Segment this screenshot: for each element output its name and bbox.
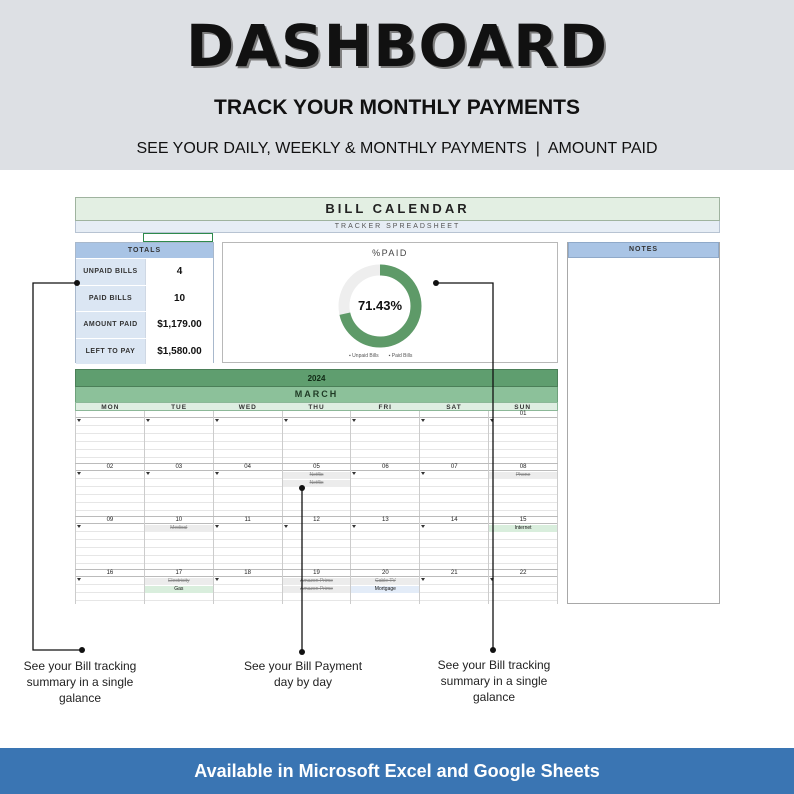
calendar-week-row	[75, 517, 558, 570]
day-number: 14	[420, 517, 488, 524]
totals-label: PAID BILLS	[76, 286, 145, 312]
calendar	[75, 369, 558, 604]
totals-row-left-to-pay	[76, 338, 213, 365]
dropdown-marker-icon	[215, 472, 219, 475]
legend-label: Paid Bills	[391, 353, 413, 359]
bill-entry[interactable]: Cable TV	[351, 578, 419, 585]
calendar-day-cell[interactable]	[283, 411, 352, 463]
day-of-week-label: TUE	[171, 404, 188, 411]
calendar-weeks	[75, 411, 558, 604]
hero-subtitle: TRACK YOUR MONTHLY PAYMENTS	[214, 96, 580, 119]
calendar-day-cell[interactable]	[420, 570, 489, 604]
calendar-day-cell[interactable]	[420, 464, 489, 516]
dropdown-marker-icon	[490, 578, 494, 581]
dropdown-marker-icon	[352, 525, 356, 528]
callout-line: day by day	[273, 675, 333, 689]
dropdown-marker-icon	[352, 472, 356, 475]
day-number: 21	[420, 570, 488, 577]
dropdown-marker-icon	[421, 578, 425, 581]
day-number: 16	[76, 570, 144, 577]
totals-value[interactable]: $1,580.00	[145, 339, 213, 365]
day-number	[214, 411, 282, 418]
calendar-day-cell[interactable]	[214, 517, 283, 569]
calendar-day-cell[interactable]	[489, 464, 558, 516]
day-of-week-label: THU	[308, 404, 325, 411]
day-number: 20	[351, 570, 419, 577]
day-number: 01	[489, 411, 557, 418]
calendar-week-row	[75, 570, 558, 604]
callout-line: See your Bill tracking	[437, 658, 551, 672]
calendar-day-cell[interactable]	[214, 464, 283, 516]
chart-title: %PAID	[372, 248, 408, 258]
calendar-month: MARCH	[75, 387, 558, 402]
day-number: 13	[351, 517, 419, 524]
callout-summary-left	[14, 658, 146, 706]
calendar-day-cell[interactable]	[214, 570, 283, 604]
bill-entry[interactable]: Medical	[145, 525, 213, 532]
dropdown-marker-icon	[215, 419, 219, 422]
legend-item-paid: ▪ Paid Bills	[388, 353, 413, 359]
day-number: 12	[283, 517, 351, 524]
dropdown-marker-icon	[352, 419, 356, 422]
dropdown-marker-icon	[490, 419, 494, 422]
calendar-day-cell[interactable]	[351, 517, 420, 569]
day-number: 07	[420, 464, 488, 471]
notes-panel[interactable]	[567, 242, 720, 604]
dropdown-marker-icon	[146, 472, 150, 475]
calendar-day-cell[interactable]	[145, 517, 214, 569]
day-number: 06	[351, 464, 419, 471]
bill-entry[interactable]: Amazon Prime	[283, 586, 351, 593]
bill-entry[interactable]: Mortgage	[351, 586, 419, 593]
callout-line: summary in a single	[26, 675, 134, 689]
calendar-year: 2024	[75, 369, 558, 387]
dropdown-marker-icon	[77, 525, 81, 528]
calendar-day-cell[interactable]	[145, 411, 214, 463]
legend-label: Unpaid Bills	[352, 353, 379, 359]
dropdown-marker-icon	[146, 419, 150, 422]
day-number: 17	[145, 570, 213, 577]
dropdown-marker-icon	[421, 472, 425, 475]
calendar-day-cell[interactable]	[75, 411, 145, 463]
day-number	[283, 411, 351, 418]
day-of-week-label: MON	[101, 404, 120, 411]
percent-paid-chart[interactable]	[222, 242, 558, 363]
hero-title: DASHBOARD	[186, 12, 608, 80]
totals-header: TOTALS	[76, 243, 213, 258]
bill-calendar-title: BILL CALENDAR	[75, 197, 720, 221]
totals-row-amount-paid	[76, 311, 213, 338]
day-of-week-label: SUN	[514, 404, 532, 411]
calendar-day-cell[interactable]	[489, 570, 558, 604]
hero-banner	[0, 0, 794, 170]
hero-tagline: SEE YOUR DAILY, WEEKLY & MONTHLY PAYMENTS | AMOUNT PAID	[136, 140, 658, 157]
dropdown-marker-icon	[77, 419, 81, 422]
day-number: 03	[145, 464, 213, 471]
calendar-day-cell[interactable]	[351, 464, 420, 516]
footer-banner: Available in Microsoft Excel and Google Sheets	[0, 748, 794, 794]
totals-panel	[75, 242, 214, 363]
day-number: 19	[283, 570, 351, 577]
calendar-week-row	[75, 464, 558, 517]
calendar-day-cell[interactable]	[489, 517, 558, 569]
totals-row-paid	[76, 285, 213, 312]
day-number: 10	[145, 517, 213, 524]
calendar-day-cell[interactable]	[145, 464, 214, 516]
callout-line: galance	[58, 691, 102, 705]
dropdown-marker-icon	[284, 525, 288, 528]
day-number: 11	[214, 517, 282, 524]
callout-line: summary in a single	[440, 674, 548, 688]
bill-entry[interactable]: Electricity	[145, 578, 213, 585]
day-number	[420, 411, 488, 418]
calendar-day-cell[interactable]	[351, 411, 420, 463]
totals-label: AMOUNT PAID	[76, 312, 145, 338]
dropdown-marker-icon	[284, 419, 288, 422]
totals-value[interactable]: 10	[145, 286, 213, 312]
callout-summary-right	[428, 657, 560, 705]
calendar-day-cell[interactable]	[75, 517, 145, 569]
notes-header: NOTES	[568, 242, 719, 258]
totals-value[interactable]: 4	[145, 259, 213, 285]
totals-row-unpaid	[76, 258, 213, 285]
days-of-week-row	[75, 402, 558, 411]
calendar-day-cell[interactable]	[420, 411, 489, 463]
day-number: 02	[76, 464, 144, 471]
callout-day-by-day	[232, 658, 374, 690]
calendar-day-cell[interactable]	[489, 411, 558, 463]
selected-cell[interactable]	[143, 233, 213, 242]
bill-calendar-subtitle: TRACKER SPREADSHEET	[75, 221, 720, 233]
day-number: 05	[283, 464, 351, 471]
bill-entry[interactable]: Amazon Prime	[283, 578, 351, 585]
bill-entry[interactable]: Netflix	[283, 480, 351, 487]
calendar-day-cell[interactable]	[75, 570, 145, 604]
totals-label: LEFT TO PAY	[76, 339, 145, 365]
day-of-week-label: SAT	[446, 404, 462, 411]
day-number: 09	[76, 517, 144, 524]
calendar-day-cell[interactable]	[351, 570, 420, 604]
totals-label: UNPAID BILLS	[76, 259, 145, 285]
callout-line: See your Bill tracking	[23, 659, 137, 673]
bill-entry[interactable]: Internet	[489, 525, 557, 532]
bill-entry[interactable]: Netflix	[283, 472, 351, 479]
calendar-day-cell[interactable]	[283, 464, 352, 516]
day-number: 04	[214, 464, 282, 471]
chart-legend	[349, 353, 412, 359]
calendar-day-cell[interactable]	[283, 517, 352, 569]
calendar-day-cell[interactable]	[420, 517, 489, 569]
dropdown-marker-icon	[77, 472, 81, 475]
bill-entry[interactable]: Phone	[489, 472, 557, 479]
callout-line: galance	[472, 690, 516, 704]
day-of-week-label: WED	[238, 404, 257, 411]
dropdown-marker-icon	[77, 578, 81, 581]
day-number: 15	[489, 517, 557, 524]
day-number	[351, 411, 419, 418]
dropdown-marker-icon	[215, 525, 219, 528]
dropdown-marker-icon	[215, 578, 219, 581]
calendar-day-cell[interactable]	[75, 464, 145, 516]
calendar-day-cell[interactable]	[214, 411, 283, 463]
bill-entry[interactable]: Gas	[145, 586, 213, 593]
calendar-week-row	[75, 411, 558, 464]
day-of-week-label: FRI	[378, 404, 392, 411]
day-number	[145, 411, 213, 418]
dropdown-marker-icon	[421, 419, 425, 422]
calendar-day-cell[interactable]	[145, 570, 214, 604]
day-number	[76, 411, 144, 418]
calendar-day-cell[interactable]	[283, 570, 352, 604]
day-number: 18	[214, 570, 282, 577]
legend-item-unpaid: ▪ Unpaid Bills	[349, 353, 379, 359]
totals-value[interactable]: $1,179.00	[145, 312, 213, 338]
percent-paid-label: 71.43%	[357, 298, 403, 313]
callout-line: See your Bill Payment	[243, 659, 363, 673]
day-number: 08	[489, 464, 557, 471]
day-number: 22	[489, 570, 557, 577]
dropdown-marker-icon	[421, 525, 425, 528]
